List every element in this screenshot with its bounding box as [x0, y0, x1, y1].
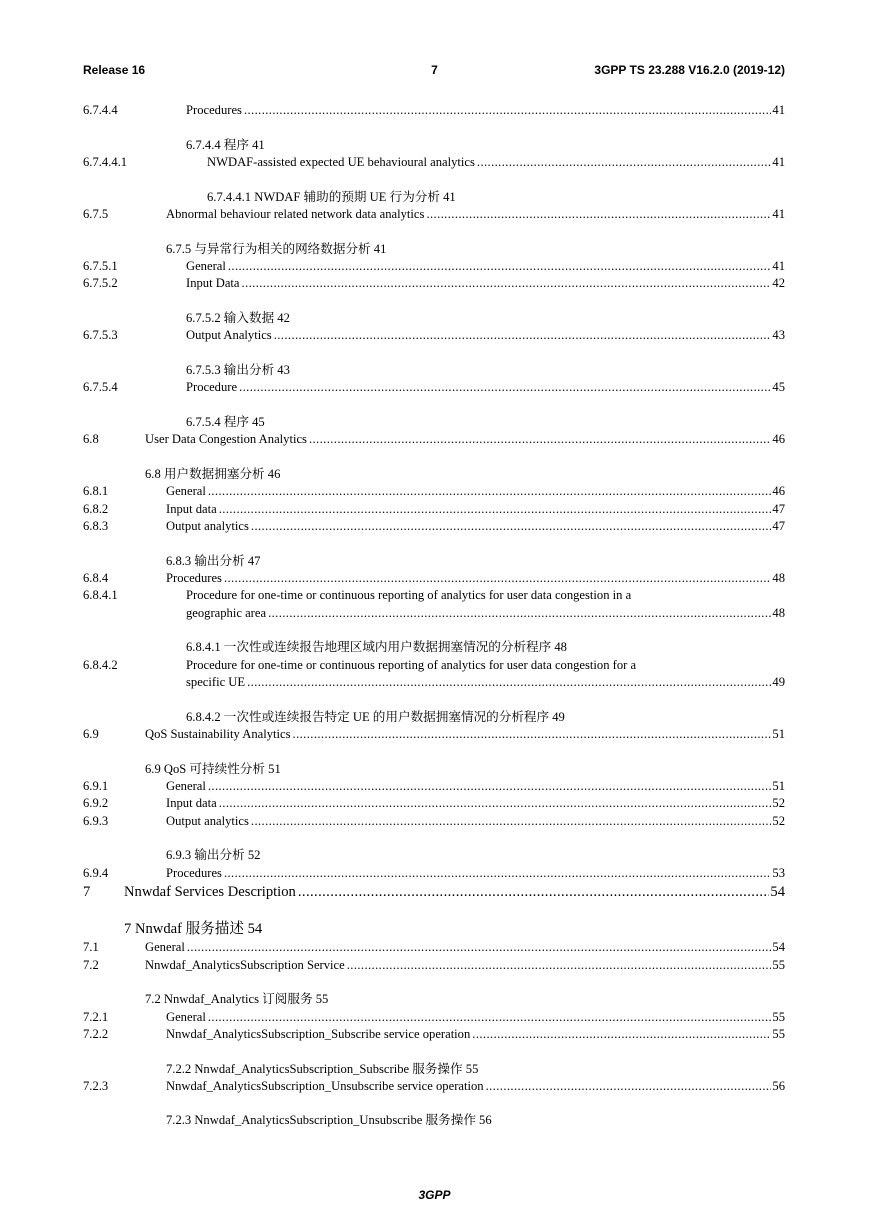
toc-entry-text: Input Data	[186, 276, 240, 291]
toc-entry-text: Output analytics	[166, 518, 249, 533]
toc-entry-title	[145, 957, 785, 974]
toc-entry[interactable]	[83, 1078, 785, 1095]
toc-entry[interactable]	[83, 501, 785, 518]
toc-entry[interactable]	[83, 518, 785, 535]
toc-translation: 6.7.5.2 输入数据 42	[186, 310, 290, 325]
toc-entry-text: QoS Sustainability Analytics	[145, 727, 291, 742]
toc-entry-page: 52	[772, 813, 785, 828]
toc-translation: 6.7.4.4 程序 41	[186, 137, 265, 152]
toc-leader-dots	[249, 518, 772, 535]
toc-entry-text: User Data Congestion Analytics	[145, 432, 307, 447]
toc-entry-title	[186, 587, 785, 622]
toc-entry[interactable]	[83, 795, 785, 812]
toc-entry-title	[207, 154, 785, 171]
toc-entry[interactable]	[83, 1026, 785, 1043]
toc-entry-number: 6.8.1	[83, 484, 109, 499]
toc-entry-page: 41	[772, 154, 785, 169]
toc-entry-text: Nnwdaf Services Description	[124, 884, 296, 901]
toc-entry-text: Procedures	[166, 865, 222, 880]
toc-entry-number: 6.7.5	[83, 206, 109, 221]
toc-entry-number: 6.7.5.3	[83, 328, 118, 343]
toc-entry-number: 6.8.4.1	[83, 588, 118, 603]
toc-entry-page: 48	[772, 605, 785, 620]
toc-entry[interactable]	[83, 327, 785, 344]
toc-entry-number: 7.2.2	[83, 1026, 109, 1041]
toc-leader-dots	[240, 275, 772, 292]
toc-leader-dots	[222, 570, 771, 587]
toc-entry-title	[145, 431, 785, 448]
toc-entry-text: Output analytics	[166, 813, 249, 828]
toc-entry-title	[166, 1026, 785, 1043]
toc-leader-dots	[237, 379, 771, 396]
toc-entry-number: 6.9.4	[83, 865, 109, 880]
toc-leader-dots	[475, 154, 772, 171]
toc-entry-text: General	[166, 484, 206, 499]
toc-entry[interactable]	[83, 206, 785, 223]
toc-entry-title-line2: specific UE ..... 49	[186, 674, 785, 691]
toc-translation: 7.2.3 Nnwdaf_AnalyticsSubscription_Unsubscribe 服务操作 56	[166, 1113, 492, 1128]
toc-entry-number: 7.2.3	[83, 1078, 109, 1093]
toc-entry-number: 6.8.2	[83, 501, 109, 516]
toc-entry-page: 56	[772, 1078, 785, 1093]
toc-leader-dots	[206, 483, 772, 500]
toc-entry[interactable]	[83, 1009, 785, 1026]
header-page-number: 7	[431, 63, 438, 77]
toc-entry-page: 53	[772, 865, 785, 880]
toc-entry-page: 54	[772, 940, 785, 955]
toc-entry-title	[124, 882, 785, 902]
toc-leader-dots	[206, 778, 772, 795]
toc-translation: 7.2 Nnwdaf_Analytics 订阅服务 55	[145, 992, 329, 1007]
toc-entry[interactable]	[83, 379, 785, 396]
toc-entry-title	[186, 102, 785, 119]
toc-entry-number: 6.7.5.4	[83, 380, 118, 395]
toc-translation: 6.7.5.3 输出分析 43	[186, 362, 290, 377]
toc-leader-dots	[296, 882, 770, 902]
toc-entry-title	[166, 570, 785, 587]
toc-entry-page: 49	[772, 675, 785, 690]
toc-entry-text: Nnwdaf_AnalyticsSubscription_Unsubscribe service operation	[166, 1078, 484, 1093]
toc-entry-title	[186, 275, 785, 292]
toc-entry-text: Output Analytics	[186, 328, 272, 343]
toc-entry-page: 41	[772, 258, 785, 273]
toc-entry-page: 45	[772, 380, 785, 395]
toc-entry-text: NWDAF-assisted expected UE behavioural analytics	[207, 154, 475, 169]
toc-entry-text: Procedures	[166, 570, 222, 585]
toc-entry-page: 43	[772, 328, 785, 343]
toc-entry-number: 7	[83, 884, 91, 901]
toc-entry-text: Nnwdaf_AnalyticsSubscription_Subscribe service operation	[166, 1026, 471, 1041]
toc-entry-text: Input data	[166, 796, 217, 811]
toc-entry-page: 54	[770, 884, 785, 901]
header-spec-id: 3GPP TS 23.288 V16.2.0 (2019-12)	[594, 63, 785, 77]
toc-leader-dots	[249, 813, 772, 830]
toc-entry-text: Abnormal behaviour related network data analytics	[166, 206, 425, 221]
toc-entry-title	[186, 657, 785, 692]
toc-leader-dots	[206, 1009, 772, 1026]
toc-entry-number: 6.7.4.4.1	[83, 154, 128, 169]
toc-entry-text: General	[166, 779, 206, 794]
toc-translation: 6.8 用户数据拥塞分析 46	[145, 466, 281, 481]
toc-entry-number: 6.7.5.2	[83, 276, 118, 291]
toc-entry-number: 6.9.1	[83, 779, 109, 794]
toc-entry-title	[166, 778, 785, 795]
toc-entry-title	[166, 501, 785, 518]
toc-entry[interactable]	[83, 102, 785, 119]
toc-entry-number: 6.9.2	[83, 796, 109, 811]
toc-entry[interactable]	[83, 154, 785, 171]
toc-entry-title	[145, 726, 785, 743]
toc-translation: 6.7.4.4.1 NWDAF 辅助的预期 UE 行为分析 41	[207, 189, 456, 204]
toc-leader-dots	[222, 865, 771, 882]
toc-entry-page: 55	[772, 1009, 785, 1024]
toc-entry[interactable]	[83, 957, 785, 974]
toc-entry[interactable]	[83, 587, 785, 622]
toc-leader-dots	[307, 431, 771, 448]
toc-leader-dots	[291, 726, 772, 743]
toc-entry-page: 51	[772, 779, 785, 794]
toc-entry[interactable]	[83, 258, 785, 275]
toc-entry-page: 51	[772, 727, 785, 742]
toc-entry[interactable]	[83, 813, 785, 830]
toc-entry-number: 6.8.3	[83, 518, 109, 533]
toc-translation: 6.9 QoS 可持续性分析 51	[145, 761, 281, 776]
toc-entry-title-line1: Procedure for one-time or continuous reporting of analytics for user data congestion for a	[186, 657, 637, 672]
toc-leader-dots	[470, 1026, 771, 1043]
toc-translation: 6.8.4.2 一次性或连续报告特定 UE 的用户数据拥塞情况的分析程序 49	[186, 709, 565, 724]
toc-translation: 6.9.3 输出分析 52	[166, 848, 261, 863]
toc-entry-title-line1: Procedure for one-time or continuous reporting of analytics for user data congestion in a	[186, 588, 632, 603]
toc-leader-dots	[266, 605, 771, 622]
toc-entry-page: 41	[772, 206, 785, 221]
toc-entry-number: 7.2.1	[83, 1009, 109, 1024]
toc-entry-title	[166, 1009, 785, 1026]
toc-entry-title	[186, 258, 785, 275]
toc-entry-page: 42	[772, 276, 785, 291]
toc-entry-title-line2: geographic area ..... 48	[186, 605, 785, 622]
toc-entry-text: General	[166, 1009, 206, 1024]
toc-entry[interactable]	[83, 865, 785, 882]
toc-entry-number: 6.9	[83, 727, 99, 742]
toc-leader-dots	[245, 674, 771, 691]
toc-entry-page: 46	[772, 432, 785, 447]
toc-entry-title	[145, 939, 785, 956]
toc-entry-page: 55	[772, 957, 785, 972]
toc-entry-text: General	[145, 940, 185, 955]
toc-leader-dots	[226, 258, 772, 275]
toc-translation: 6.8.4.1 一次性或连续报告地理区域内用户数据拥塞情况的分析程序 48	[186, 640, 567, 655]
toc-translation: 7.2.2 Nnwdaf_AnalyticsSubscription_Subscribe 服务操作 55	[166, 1061, 479, 1076]
toc-entry-title	[166, 795, 785, 812]
toc-entry-title	[166, 865, 785, 882]
toc-entry-number: 6.8	[83, 432, 99, 447]
toc-translation: 7 Nnwdaf 服务描述 54	[124, 921, 263, 938]
toc-entry-page: 48	[772, 570, 785, 585]
toc-translation: 6.7.5.4 程序 45	[186, 414, 265, 429]
toc-entry[interactable]	[83, 939, 785, 956]
toc-entry-number: 7.1	[83, 940, 99, 955]
toc-entry[interactable]	[83, 726, 785, 743]
toc-entry[interactable]	[83, 882, 785, 902]
toc-entry[interactable]	[83, 275, 785, 292]
table-of-contents	[83, 102, 785, 1130]
toc-entry-page: 55	[772, 1026, 785, 1041]
toc-leader-dots	[217, 501, 772, 518]
toc-entry-number: 6.8.4.2	[83, 657, 118, 672]
toc-entry-title	[166, 1078, 785, 1095]
toc-entry-number: 6.9.3	[83, 813, 109, 828]
footer-3gpp: 3GPP	[418, 1188, 451, 1202]
toc-entry-number: 7.2	[83, 957, 99, 972]
toc-entry-text: General	[186, 258, 226, 273]
toc-entry[interactable]	[83, 431, 785, 448]
toc-entry[interactable]	[83, 483, 785, 500]
toc-entry-title	[166, 483, 785, 500]
toc-entry-number: 6.7.4.4	[83, 103, 118, 117]
toc-leader-dots	[424, 206, 771, 223]
toc-leader-dots	[272, 327, 772, 344]
toc-entry-title	[166, 518, 785, 535]
toc-entry-text: Procedures	[186, 103, 242, 117]
toc-entry-page: 46	[772, 484, 785, 499]
toc-entry-title	[166, 206, 785, 223]
toc-leader-dots	[185, 939, 772, 956]
toc-leader-dots	[217, 795, 772, 812]
toc-entry-text: Nnwdaf_AnalyticsSubscription Service	[145, 957, 345, 972]
header-release: Release 16	[83, 63, 146, 77]
toc-entry-page: 41	[772, 103, 785, 117]
toc-entry-text: Input data	[166, 501, 217, 516]
toc-leader-dots	[484, 1078, 772, 1095]
toc-entry[interactable]	[83, 657, 785, 692]
toc-translation: 6.8.3 输出分析 47	[166, 553, 261, 568]
toc-entry-page: 47	[772, 518, 785, 533]
toc-entry-title	[186, 379, 785, 396]
toc-entry-page: 52	[772, 796, 785, 811]
toc-entry-number: 6.7.5.1	[83, 258, 118, 273]
toc-entry-text: Procedure	[186, 380, 238, 395]
toc-entry[interactable]	[83, 570, 785, 587]
toc-entry-title	[166, 813, 785, 830]
toc-leader-dots	[345, 957, 772, 974]
toc-translation: 6.7.5 与异常行为相关的网络数据分析 41	[166, 241, 387, 256]
toc-entry[interactable]	[83, 778, 785, 795]
toc-entry-number: 6.8.4	[83, 570, 109, 585]
toc-leader-dots	[242, 102, 771, 119]
toc-entry-page: 47	[772, 501, 785, 516]
toc-entry-title	[186, 327, 785, 344]
